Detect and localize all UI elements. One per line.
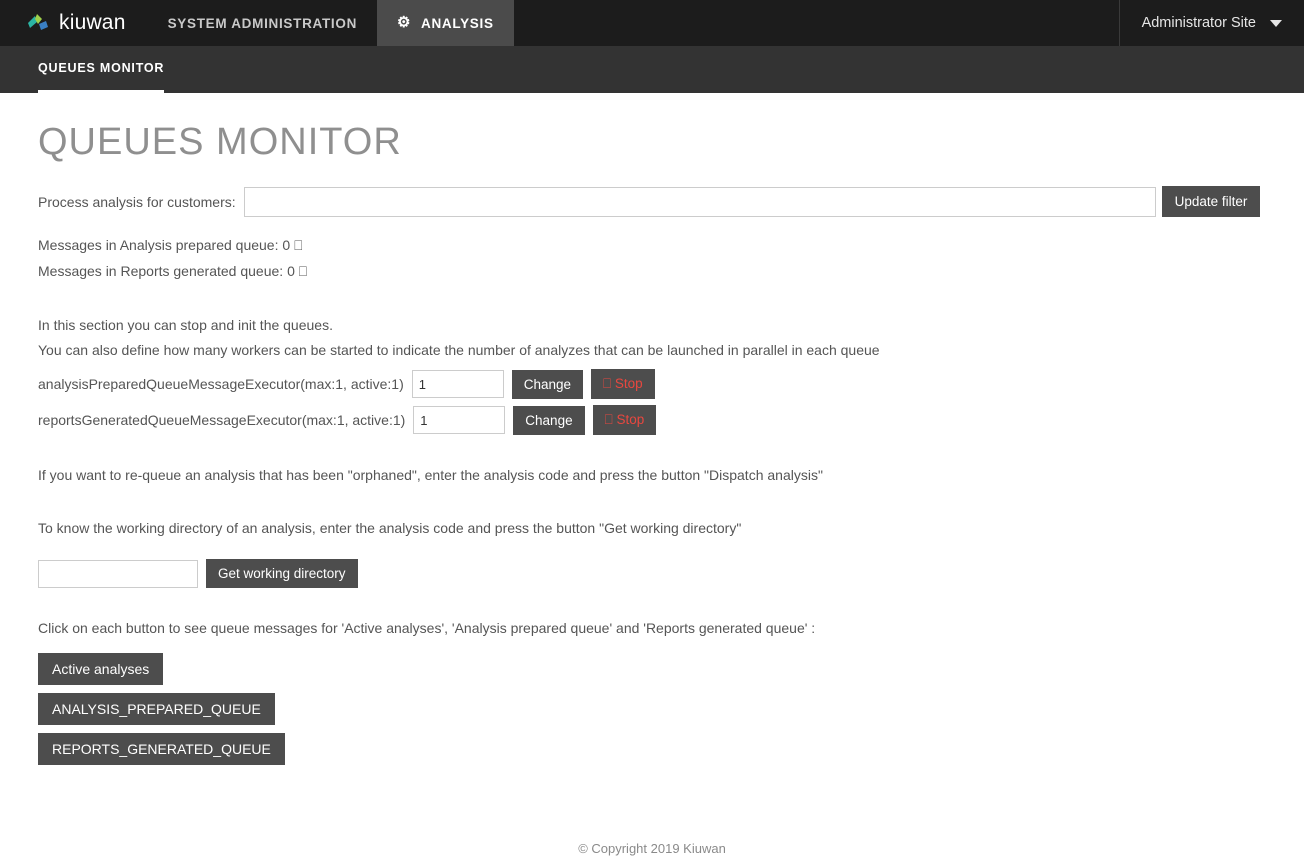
refresh-box-icon[interactable]: ⎕ [298, 264, 308, 280]
working-directory-row [38, 559, 1266, 588]
nav-item-analysis[interactable] [377, 0, 514, 46]
reports-generated-workers-input[interactable] [413, 406, 505, 434]
analysis-prepared-queue-button[interactable]: ANALYSIS_PREPARED_QUEUE [38, 693, 275, 725]
refresh-box-icon[interactable]: ⎕ [294, 238, 303, 254]
dispatch-analysis-text: If you want to re-queue an analysis that has been "orphaned", enter the analysis code and press the button "Dispatch analysis" [38, 467, 823, 483]
queue-messages-text: Click on each button to see queue messages for 'Active analyses', 'Analysis prepared queue' and 'Reports generated queue' : [38, 620, 816, 636]
nav-item-system-administration[interactable] [148, 0, 377, 46]
customer-filter-input[interactable] [244, 187, 1156, 217]
top-navigation-bar [0, 0, 1304, 46]
page-content [0, 121, 1304, 866]
account-menu[interactable] [1119, 0, 1304, 46]
nav-spacer [514, 0, 1119, 46]
working-directory-text: To know the working directory of an analysis, enter the analysis code and press the button "Get working directory" [38, 520, 742, 536]
customer-filter-label: Process analysis for customers: [38, 193, 236, 210]
working-directory-input[interactable] [38, 560, 198, 588]
reports-generated-executor-label: reportsGeneratedQueueMessageExecutor(max:1, active:1) [38, 412, 406, 428]
subnav-item-label: QUEUES MONITOR [38, 61, 165, 75]
update-filter-button[interactable]: Update filter [1162, 186, 1261, 217]
footer-copyright: © Copyright 2019 Kiuwan [578, 841, 726, 856]
get-working-directory-button[interactable]: Get working directory [206, 559, 358, 588]
intro-line-2: You can also define how many workers can be started to indicate the number of analyzes that can be launched in parallel in each queue [38, 342, 880, 358]
queue-message-buttons [38, 653, 1266, 765]
reports-generated-count-label: Messages in Reports generated queue: [38, 263, 284, 279]
reports-generated-executor-row [38, 405, 1266, 435]
analysis-prepared-workers-input[interactable] [412, 370, 504, 398]
brand-name: kiuwan [59, 11, 126, 34]
queue-counts [38, 233, 1266, 285]
analysis-prepared-count-label: Messages in Analysis prepared queue: [38, 237, 279, 253]
analysis-prepared-count-row [38, 233, 1266, 259]
brand-logo-link[interactable] [0, 0, 148, 46]
analysis-prepared-executor-label: analysisPreparedQueueMessageExecutor(max:1, active:1) [38, 376, 404, 392]
reports-generated-count-value: 0 [287, 263, 295, 279]
page-title: QUEUES MONITOR [38, 121, 402, 163]
reports-generated-stop-button[interactable]: ⎕ Stop [593, 405, 657, 435]
subnav-item-queues-monitor[interactable] [38, 46, 164, 93]
analysis-prepared-change-button[interactable]: Change [512, 370, 583, 399]
nav-item-label: ANALYSIS [421, 15, 494, 31]
chevron-down-icon [1270, 20, 1282, 27]
active-analyses-button[interactable]: Active analyses [38, 653, 163, 685]
gear-icon: ⚙ [397, 14, 412, 31]
analysis-prepared-count-value: 0 [282, 237, 291, 253]
account-label: Administrator Site [1141, 15, 1256, 31]
intro-line-1: In this section you can stop and init the queues. [38, 317, 333, 333]
sub-navigation-bar [0, 46, 1304, 93]
analysis-prepared-stop-button[interactable]: ⎕ Stop [591, 369, 655, 399]
analysis-prepared-executor-row [38, 369, 1266, 399]
nav-item-label: SYSTEM ADMINISTRATION [167, 15, 358, 31]
reports-generated-count-row [38, 259, 1266, 285]
kiuwan-logo-icon [26, 13, 50, 33]
customer-filter-row [38, 186, 1266, 217]
reports-generated-queue-button[interactable]: REPORTS_GENERATED_QUEUE [38, 733, 285, 765]
reports-generated-change-button[interactable]: Change [513, 406, 584, 435]
